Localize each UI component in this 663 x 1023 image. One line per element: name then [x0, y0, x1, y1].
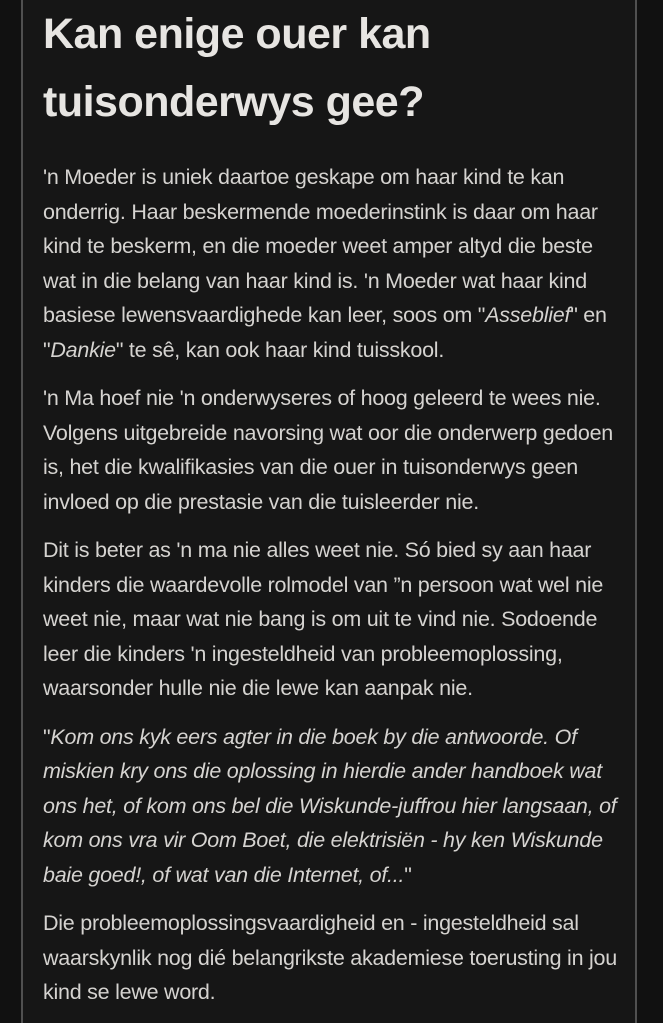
- text-run: 'n Ma hoef nie 'n onderwyseres of hoog geleerd te wees nie.: [43, 386, 601, 410]
- italic-text-run: baie goed!, of wat van die Internet, of...: [43, 862, 405, 887]
- text-line: [43, 533, 621, 568]
- text-line: [43, 975, 621, 1010]
- text-line: [43, 264, 621, 299]
- text-run: tuisonderwys gee?: [43, 78, 424, 126]
- italic-text-run: Asseblief: [485, 303, 571, 327]
- text-run: waarsonder hulle nie die lewe kan aanpak nie.: [43, 676, 473, 700]
- italic-text-run: Kom ons kyk eers agter in die boek by die antwoorde. Of: [50, 724, 577, 749]
- paragraph-4-quote: [43, 720, 621, 893]
- text-run: Kan enige ouer kan: [43, 10, 431, 58]
- text-run: invloed op die prestasie van die tuisleerder nie.: [43, 489, 479, 514]
- text-run: ": [404, 862, 412, 887]
- text-line: [43, 671, 621, 706]
- text-run: onderrig. Haar beskermende moederinstink is daar om haar: [43, 199, 598, 224]
- text-line: [43, 195, 621, 230]
- text-line: [43, 298, 621, 333]
- text-line: [43, 333, 621, 368]
- text-run: kind te beskerm, en die moeder weet amper altyd die beste: [43, 234, 593, 258]
- text-run: basiese lewensvaardighede kan leer, soos om ": [43, 303, 486, 327]
- text-line: [43, 68, 621, 136]
- text-run: " en: [570, 303, 607, 327]
- italic-text-run: ons het, of kom ons bel die Wiskunde-juffrou hier langsaan, of: [43, 793, 617, 818]
- text-line: [43, 568, 621, 603]
- text-line: [43, 229, 621, 264]
- article-title: [43, 0, 621, 136]
- text-line: [43, 720, 621, 755]
- paragraph-1: [43, 160, 621, 367]
- text-line: [43, 160, 621, 195]
- text-line: [43, 789, 621, 824]
- text-run: Die probleemoplossingsvaardigheid en - ingesteldheid sal: [43, 911, 579, 935]
- text-run: weet nie, maar wat nie bang is om uit te vind nie. Sodoende: [43, 607, 598, 631]
- text-run: kinders die waardevolle rolmodel van ”n persoon wat wel nie: [43, 572, 604, 597]
- text-run: 'n Moeder is uniek daartoe geskape om haar kind te kan: [43, 165, 565, 189]
- text-run: Volgens uitgebreide navorsing wat oor die onderwerp gedoen: [43, 420, 613, 445]
- article-body: [43, 160, 621, 1010]
- italic-text-run: kom ons vra vir Oom Boet, die elektrisiën - hy ken Wiskunde: [43, 828, 603, 852]
- text-run: wat in die belang van haar kind is. 'n Moeder wat haar kind: [43, 268, 587, 293]
- text-run: is, het die kwalifikasies van die ouer in tuisonderwys geen: [43, 455, 578, 479]
- text-line: [43, 823, 621, 858]
- text-line: [43, 416, 621, 451]
- italic-text-run: miskien kry ons die oplossing in hierdie ander handboek wat: [43, 759, 602, 783]
- paragraph-2: [43, 381, 621, 519]
- text-line: [43, 485, 621, 520]
- text-run: kind se lewe word.: [43, 980, 216, 1004]
- content-panel: [21, 0, 637, 1023]
- text-line: [43, 754, 621, 789]
- text-run: Dit is beter as 'n ma nie alles weet nie. Só bied sy aan haar: [43, 538, 592, 562]
- text-line: [43, 858, 621, 893]
- text-run: leer die kinders 'n ingesteldheid van probleemoplossing,: [43, 641, 563, 666]
- text-run: ": [43, 337, 51, 362]
- text-run: waarskynlik nog dié belangrikste akademiese toerusting in jou: [43, 945, 617, 970]
- italic-text-run: Dankie: [50, 337, 116, 362]
- text-line: [43, 0, 621, 68]
- text-line: [43, 941, 621, 976]
- text-line: [43, 381, 621, 416]
- text-line: [43, 450, 621, 485]
- text-line: [43, 602, 621, 637]
- text-line: [43, 906, 621, 941]
- text-line: [43, 637, 621, 672]
- paragraph-5: [43, 906, 621, 1010]
- text-run: " te sê, kan ook haar kind tuisskool.: [115, 337, 445, 362]
- text-run: ": [43, 724, 51, 749]
- paragraph-3: [43, 533, 621, 706]
